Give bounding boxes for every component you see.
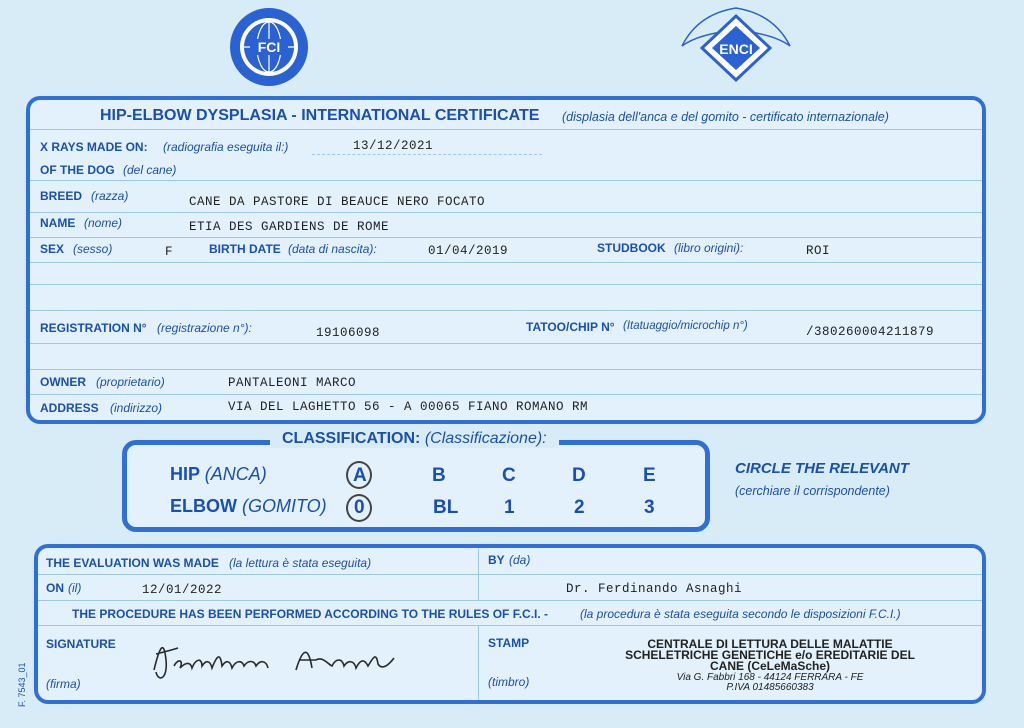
elbow-label: ELBOW (GOMITO) (170, 496, 327, 516)
hip-label: HIP (ANCA) (170, 464, 267, 484)
name-label: NAME (40, 216, 76, 230)
owner-value: PANTALEONI MARCO (228, 376, 357, 390)
signature-label-it: (firma) (46, 677, 81, 691)
circle-note-it: (cerchiare il corrispondente) (735, 484, 890, 498)
chip-value: /380260004211879 (806, 325, 935, 339)
classification-panel (122, 440, 710, 532)
address-value: VIA DEL LAGHETTO 56 - A 00065 FIANO ROMANO RM (228, 400, 589, 414)
enci-logo (678, 4, 794, 84)
birth-date-label: BIRTH DATE (209, 242, 281, 256)
elbow-grade-0[interactable]: 0 (354, 497, 365, 518)
procedure-label: THE PROCEDURE HAS BEEN PERFORMED ACCORDING TO THE RULES OF F.C.I. - (72, 607, 549, 621)
certificate-title: HIP-ELBOW DYSPLASIA - INTERNATIONAL CERTIFICATE (100, 107, 540, 124)
chip-label: TATOO/CHIP N° (526, 320, 615, 334)
fci-logo (228, 6, 310, 88)
fci-logo-text: FCI (257, 39, 281, 55)
birth-date-value: 01/04/2019 (428, 244, 509, 258)
by-label: BY (488, 553, 505, 567)
on-label: ON (46, 581, 64, 595)
studbook-value: ROI (806, 244, 831, 258)
hip-grade-c[interactable]: C (502, 465, 516, 486)
hip-grade-d[interactable]: D (572, 465, 586, 486)
stamp-label-it: (timbro) (488, 675, 530, 689)
breed-label-it: (razza) (91, 189, 129, 203)
breed-value: CANE DA PASTORE DI BEAUCE NERO FOCATO (189, 195, 486, 209)
breed-label: BREED (40, 189, 83, 203)
hip-grade-e[interactable]: E (643, 465, 656, 486)
birth-date-label-it: (data di nascita): (288, 242, 377, 256)
registration-label-it: (registrazione n°): (157, 321, 252, 335)
stamp-line-3: CANE (CeLeMaSche) (709, 659, 831, 673)
classification-title: CLASSIFICATION: (Classificazione): (270, 430, 559, 448)
form-code: F. 7543_01 (17, 662, 27, 707)
hip-selected-circle (346, 461, 372, 489)
stamp-line-2: SCHELETRICHE GENETICHE e/o EREDITARIE DEL (625, 648, 915, 662)
elbow-grade-1[interactable]: 1 (504, 497, 515, 518)
dog-label: OF THE DOG (40, 163, 115, 177)
studbook-label: STUDBOOK (597, 241, 666, 255)
circle-note: CIRCLE THE RELEVANT (735, 460, 909, 477)
evaluation-made-label-it: (la lettura è stata eseguita) (229, 556, 372, 570)
dog-label-it: (del cane) (123, 163, 177, 177)
elbow-grade-2[interactable]: 2 (574, 497, 585, 518)
evaluator-value: Dr. Ferdinando Asnaghi (566, 582, 743, 596)
xray-date-label-it: (radiografia eseguita il:) (163, 140, 289, 154)
registration-label: REGISTRATION N° (40, 321, 147, 335)
evaluation-made-label: THE EVALUATION WAS MADE (46, 556, 219, 570)
signature (150, 630, 400, 685)
enci-logo-text: ENCI (719, 41, 753, 57)
chip-label-it: (Itatuaggio/microchip n°) (623, 320, 748, 332)
registration-value: 19106098 (316, 326, 381, 340)
sex-label: SEX (40, 242, 65, 256)
certificate-subtitle: (displasia dell'anca e del gomito - certificato internazionale) (562, 110, 889, 124)
owner-label: OWNER (40, 375, 86, 389)
stamp-label: STAMP (488, 636, 530, 650)
hip-grade-a[interactable]: A (353, 465, 367, 486)
procedure-label-it: (la procedura è stata eseguita secondo le disposizioni F.C.I.) (580, 607, 901, 621)
sex-value: F (165, 245, 174, 259)
studbook-label-it: (libro origini): (674, 241, 744, 255)
stamp-line-5: P.IVA 01485660383 (726, 682, 814, 693)
address-label: ADDRESS (40, 401, 99, 415)
name-value: ETIA DES GARDIENS DE ROME (189, 220, 390, 234)
stamp-line-4: Via G. Fabbri 168 - 44124 FERRARA - FE (676, 672, 864, 683)
elbow-grade-3[interactable]: 3 (644, 497, 655, 518)
xray-date-value: 13/12/2021 (353, 139, 434, 153)
elbow-grade-bl[interactable]: BL (433, 497, 459, 518)
xray-date-label: X RAYS MADE ON: (40, 140, 148, 154)
on-label-it: (il) (68, 581, 82, 595)
stamp-line-1: CENTRALE DI LETTURA DELLE MALATTIE (647, 637, 893, 651)
sex-label-it: (sesso) (73, 242, 113, 256)
signature-label: SIGNATURE (46, 637, 116, 651)
evaluation-date-value: 12/01/2022 (142, 583, 223, 597)
owner-label-it: (proprietario) (96, 375, 165, 389)
name-label-it: (nome) (84, 216, 123, 230)
by-label-it: (da) (509, 553, 531, 567)
elbow-selected-circle (346, 494, 372, 522)
address-label-it: (indirizzo) (110, 401, 163, 415)
hip-grade-b[interactable]: B (432, 465, 446, 486)
